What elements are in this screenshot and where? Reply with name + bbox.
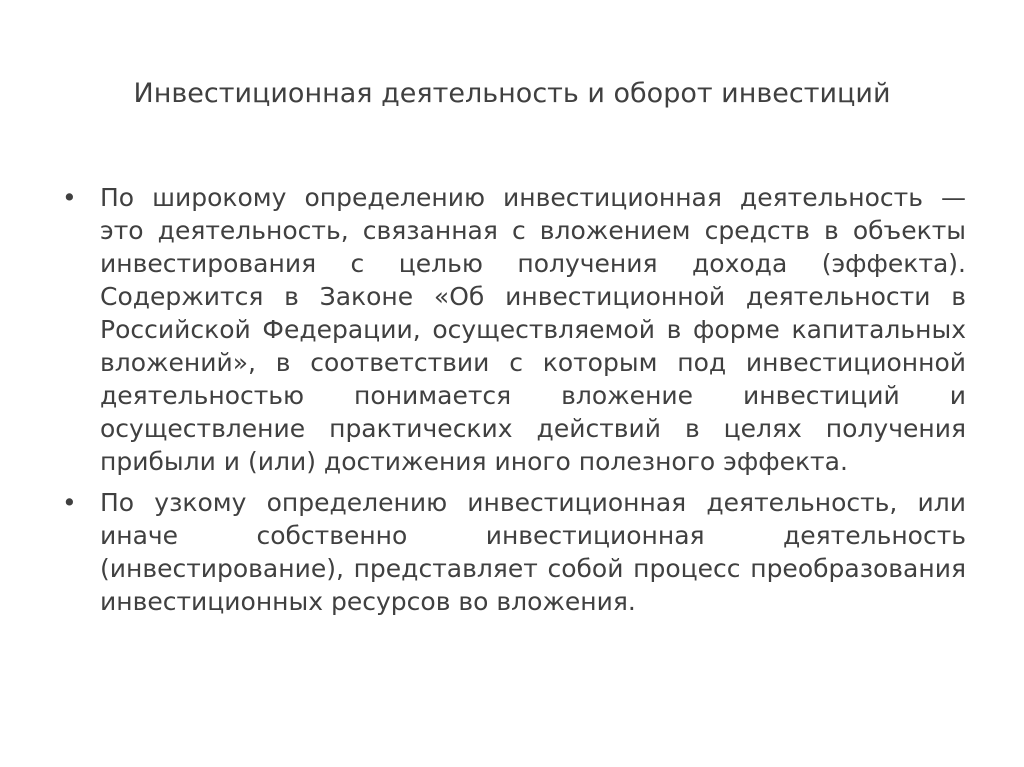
bullet-list: [62, 181, 966, 626]
list-item: [62, 486, 966, 618]
bullet-text-narrow-definition: По узкому определению инвестиционная деятельность, или иначе собственно инвестиционная деятельность (инвестирование), представляет собой процесс преобразования инвестиционных ресурсов во вложения.: [100, 488, 966, 616]
bullet-text-broad-definition: По широкому определению инвестиционная деятельность — это деятельность, связанная с вложением средств в объекты инвестирования с целью получения дохода (эффекта). Содержится в Законе «Об инвестиционной деятельности в Российской Федерации, осуществляемой в форме капитальных вложений», в соответствии с которым под инвестиционной деятельностью понимается вложение инвестиций и осуществление практических действий в целях получения прибыли и (или) достижения иного полезного эффекта.: [100, 183, 966, 476]
list-item: [62, 181, 966, 478]
bullet-dot-icon: •: [62, 488, 77, 517]
bullet-dot-icon: •: [62, 183, 77, 212]
slide-title: Инвестиционная деятельность и оборот инвестиций: [133, 78, 891, 109]
